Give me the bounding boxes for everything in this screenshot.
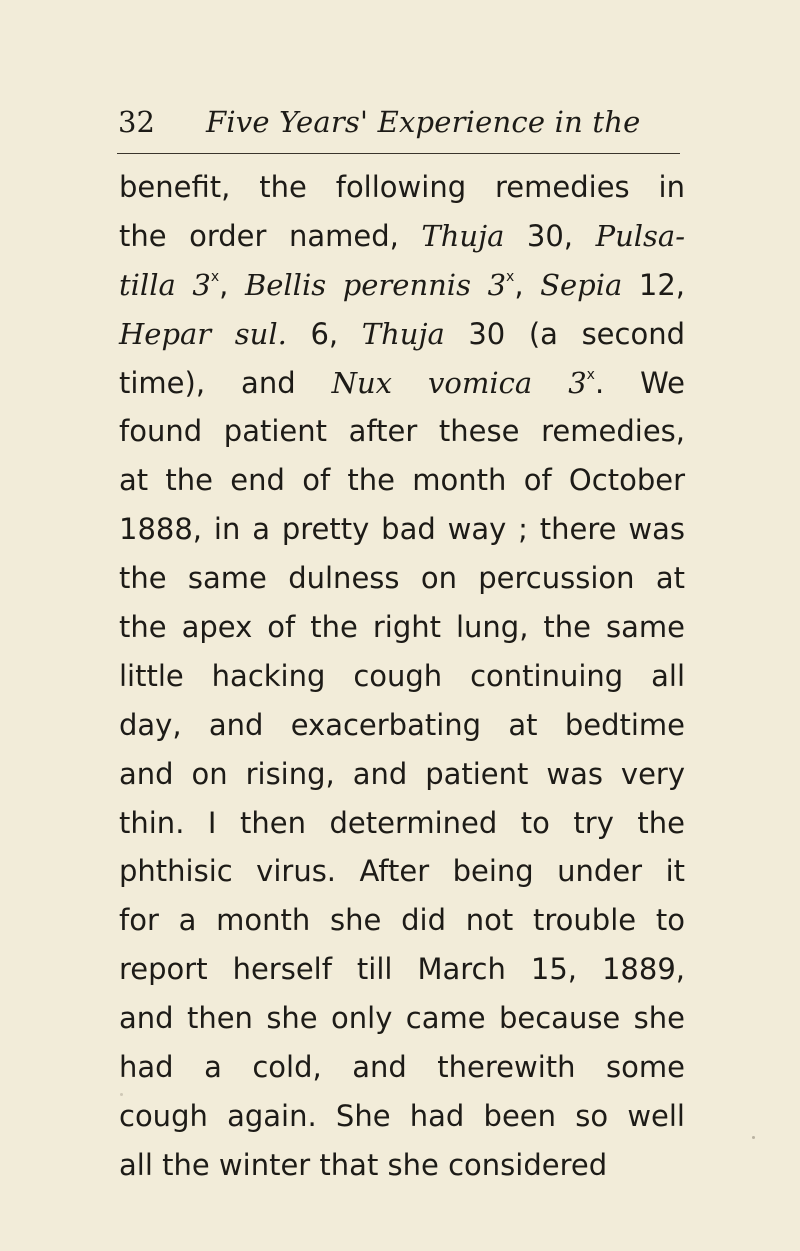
text-line: found patient after these remedies, — [119, 414, 685, 449]
text-line: the order named, Thuja 30, Pulsa- — [119, 218, 685, 253]
remedy-name: tilla — [119, 267, 176, 302]
running-head — [118, 102, 680, 142]
remedy-name: Pulsa- — [595, 218, 685, 253]
text-line: day, and exacerbating at bedtime — [119, 707, 685, 742]
remedy-name: Bellis perennis — [244, 267, 471, 302]
text-line: report herself till March 15, 1889, — [119, 952, 685, 987]
text-line: the apex of the right lung, the same — [119, 610, 685, 645]
paper-speck — [120, 1093, 123, 1096]
text-line: at the end of the month of October — [119, 463, 685, 498]
text-line: for a month she did not trouble to — [119, 903, 685, 938]
text-line: little hacking cough continuing all — [119, 658, 685, 693]
paper-speck — [752, 1136, 755, 1139]
text-line: tilla 3$^x$, Bellis perennis 3$^x$, Sepia 12, — [119, 267, 686, 302]
text-line: cough again. She had been so well — [119, 1098, 685, 1133]
text-line: benefit, the following remedies in — [119, 170, 685, 204]
text-line: Hepar sul. 6, Thuja 30 (a second — [119, 316, 685, 351]
text-line: and on rising, and patient was very — [119, 756, 685, 791]
remedy-name: Hepar sul. — [119, 316, 287, 351]
running-title: Five Years' Experience in the — [206, 105, 641, 139]
text-line: time), and Nux vomica 3$^x$. We — [119, 365, 685, 400]
text-line: phthisic virus. After being under it — [119, 854, 685, 889]
header-rule — [117, 153, 680, 154]
text-line: 1888, in a pretty bad way ; there was — [119, 512, 685, 547]
text-line: and then she only came because she — [119, 1001, 685, 1036]
remedy-name: Thuja — [361, 316, 445, 351]
body-text — [119, 163, 685, 1190]
text-line: all the winter that she considered — [119, 1147, 608, 1182]
remedy-name: Sepia — [540, 267, 623, 302]
remedy-name: Nux vomica — [331, 365, 533, 400]
page-number: 32 — [118, 105, 155, 139]
text-line: the same dulness on percussion at — [119, 561, 685, 596]
text-line: had a cold, and therewith some — [119, 1050, 685, 1085]
text-line: thin. I then determined to try the — [119, 805, 685, 840]
remedy-name: Thuja — [421, 218, 505, 253]
